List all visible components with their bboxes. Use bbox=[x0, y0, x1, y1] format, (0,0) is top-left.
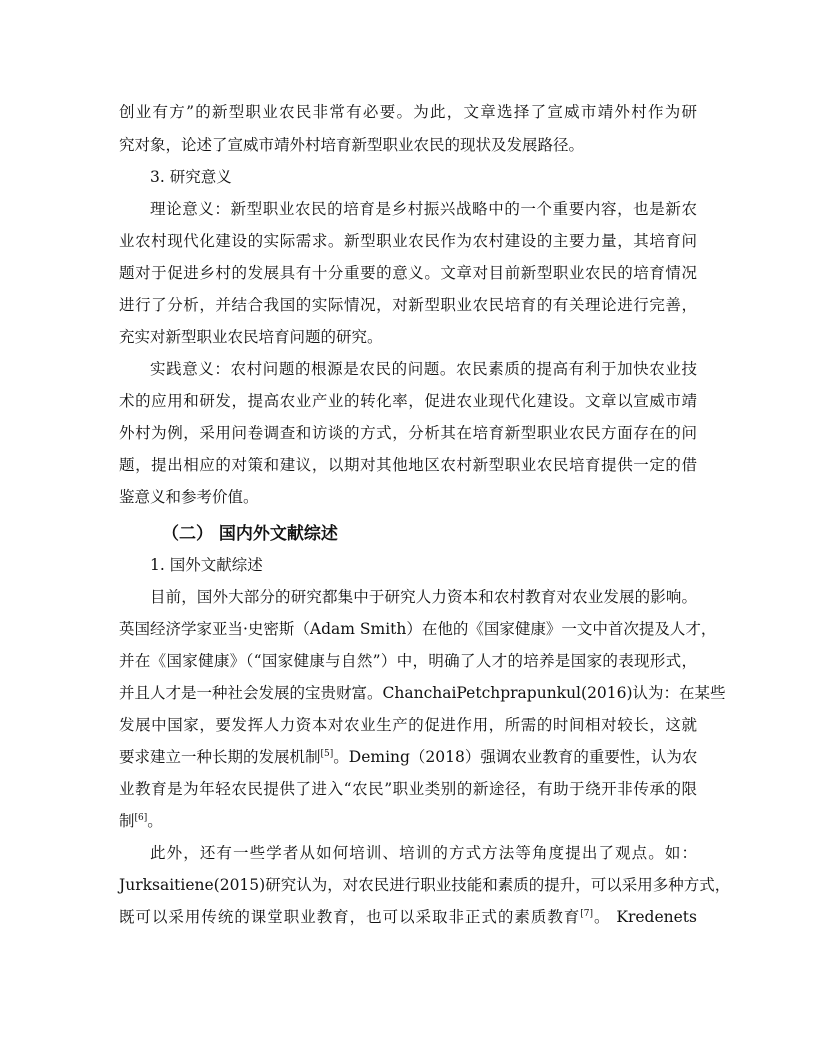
paragraph-line: 鉴意义和参考价值。 bbox=[119, 488, 259, 506]
line-text: 既可以采用传统的课堂职业教育，也可以采取非正式的素质教育 bbox=[119, 908, 581, 926]
paragraph-line: 并在《国家健康》（“国家健康与自然”）中，明确了人才的培养是国家的表现形式， bbox=[119, 652, 697, 670]
paragraph-line: 并且人才是一种社会发展的宝贵财富。ChanchaiPetchprapunkul(2016)认为：在某些 bbox=[119, 684, 726, 702]
paragraph-line: 此外，还有一些学者从如何培训、培训的方式方法等角度提出了观点。如： bbox=[150, 844, 697, 862]
line-text: 。 Kredenets bbox=[593, 908, 697, 926]
line-text: 。Deming（2018）强调农业教育的重要性，认为农 bbox=[333, 748, 698, 766]
paragraph-line: 业农村现代化建设的实际需求。新型职业农民作为农村建设的主要力量，其培育问 bbox=[119, 232, 697, 250]
paragraph-line-with-citation bbox=[119, 907, 697, 927]
section-heading: （二） 国内外文献综述 bbox=[162, 524, 338, 544]
paragraph-line: 进行了分析，并结合我国的实际情况，对新型职业农民培育的有关理论进行完善， bbox=[119, 296, 697, 314]
paragraph-line: 实践意义：农村问题的根源是农民的问题。农民素质的提高有利于加快农业技 bbox=[150, 360, 697, 378]
citation-ref: [5] bbox=[320, 748, 334, 759]
line-text: 。 bbox=[147, 812, 163, 830]
paragraph-line: 外村为例，采用问卷调查和访谈的方式，分析其在培育新型职业农民方面存在的问 bbox=[119, 424, 697, 442]
citation-ref: [6] bbox=[134, 812, 148, 823]
paragraph-line: 发展中国家，要发挥人力资本对农业生产的促进作用，所需的时间相对较长，这就 bbox=[119, 716, 697, 734]
citation-ref: [7] bbox=[580, 908, 594, 919]
paragraph-line: 究对象，论述了宣威市靖外村培育新型职业农民的现状及发展路径。 bbox=[119, 136, 585, 154]
paragraph-line: 创业有方”的新型职业农民非常有必要。为此，文章选择了宣威市靖外村作为研 bbox=[119, 103, 697, 121]
paragraph-line: 目前，国外大部分的研究都集中于研究人力资本和农村教育对农业发展的影响。 bbox=[150, 588, 697, 606]
paragraph-line: 业教育是为年轻农民提供了进入“农民”职业类别的新途径，有助于绕开非传承的限 bbox=[119, 780, 697, 798]
paragraph-line: Jurksaitiene(2015)研究认为，对农民进行职业技能和素质的提升，可以采用多种方式， bbox=[119, 876, 731, 894]
paragraph-line-with-citation bbox=[119, 747, 697, 767]
paragraph-line: 英国经济学家亚当·史密斯（Adam Smith）在他的《国家健康》一文中首次提及人才， bbox=[119, 620, 717, 638]
subsection-heading-research-significance: 3. 研究意义 bbox=[150, 168, 232, 186]
paragraph-line: 题对于促进乡村的发展具有十分重要的意义。文章对目前新型职业农民的培育情况 bbox=[119, 264, 697, 282]
line-text: 制 bbox=[119, 812, 135, 830]
paragraph-line-with-citation bbox=[119, 811, 697, 831]
paragraph-line: 题，提出相应的对策和建议，以期对其他地区农村新型职业农民培育提供一定的借 bbox=[119, 456, 697, 474]
subsection-heading-foreign-literature: 1. 国外文献综述 bbox=[150, 556, 263, 574]
paragraph-line: 术的应用和研发，提高农业产业的转化率，促进农业现代化建设。文章以宣威市靖 bbox=[119, 392, 697, 410]
paragraph-line: 理论意义：新型职业农民的培育是乡村振兴战略中的一个重要内容，也是新农 bbox=[150, 200, 697, 218]
paragraph-line: 充实对新型职业农民培育问题的研究。 bbox=[119, 328, 383, 346]
line-text: 要求建立一种长期的发展机制 bbox=[119, 748, 321, 766]
